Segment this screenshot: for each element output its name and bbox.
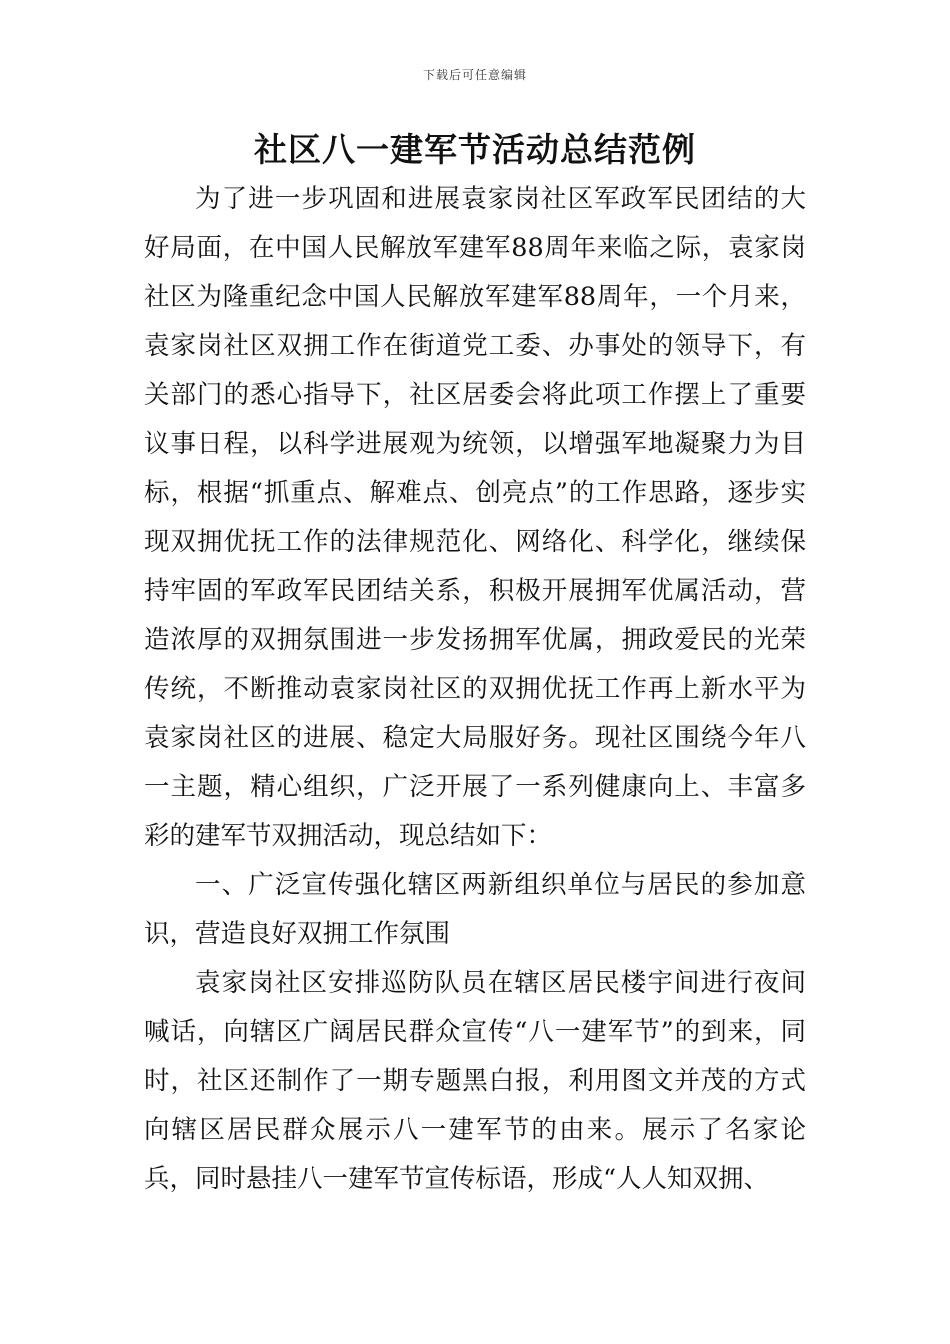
header-note: 下载后可任意编辑	[422, 68, 527, 82]
document-body	[144, 175, 806, 1204]
paragraph-section-heading: 一、广泛宣传强化辖区两新组织单位与居民的参加意识，营造良好双拥工作氛围	[144, 870, 806, 949]
paragraph-intro: 为了进一步巩固和进展袁家岗社区军政军民团结的大好局面，在中国人民解放军建军88周年来临之际，袁家岗社区为隆重纪念中国人民解放军建军88周年，一个月来，袁家岗社区双拥工作在街道党工委、办事处的领导下，有关部门的悉心指导下，社区居委会将此项工作摆上了重要议事日程，以科学进展观为统领，以增强军地凝聚力为目标，根据“抓重点、解难点、创亮点”的工作思路，逐步实现双拥优抚工作的法律规范化、网络化、科学化，继续保持牢固的军政军民团结关系，积极开展拥军优属活动，营造浓厚的双拥氛围进一步发扬拥军优属，拥政爱民的光荣传统，不断推动袁家岗社区的双拥优抚工作再上新水平为袁家岗社区的进展、稳定大局服好务。现社区围绕今年八一主题，精心组织，广泛开展了一系列健康向上、丰富多彩的建军节双拥活动，现总结如下：	[144, 184, 806, 851]
document-title: 社区八一建军节活动总结范例	[254, 130, 696, 169]
paragraph-section-body: 袁家岗社区安排巡防队员在辖区居民楼宇间进行夜间喊话，向辖区广阔居民群众宣传“八一建军节”的到来，同时，社区还制作了一期专题黑白报，利用图文并茂的方式向辖区居民群众展示八一建军节的由来。展示了名家论兵，同时悬挂八一建军节宣传标语，形成“人人知双拥、	[144, 968, 806, 1194]
